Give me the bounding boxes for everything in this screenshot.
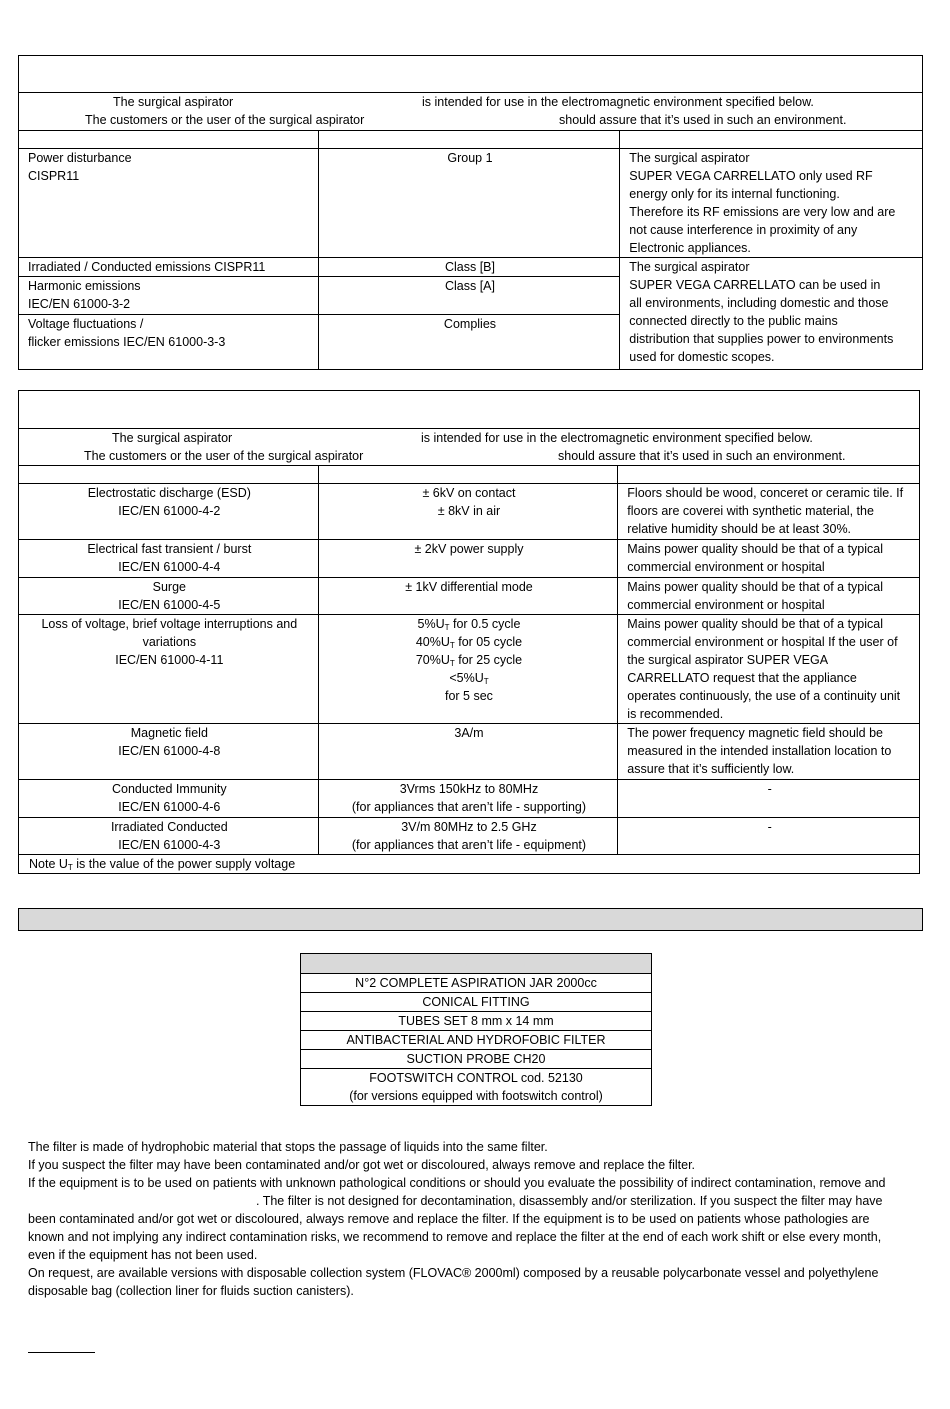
immunity-intro-row <box>19 429 920 466</box>
guidance-cell: Mains power quality should be that of a typical commercial environment or hospital <box>618 540 920 578</box>
intro-text: The surgical aspirator <box>112 431 233 445</box>
test-level: 3V/m 80MHz to 2.5 GHz (for appliances that aren’t life - equipment) <box>318 818 618 855</box>
guidance-cell: Mains power quality should be that of a typical commercial environment or hospital <box>618 578 920 615</box>
guidance-cell: The surgical aspirator SUPER VEGA CARRELLATO only used RF energy only for its internal functioning. Therefore its RF emissions are very low and are not cause interference in proximity of any Electronic appliances. <box>620 149 923 258</box>
test-name: Power disturbance <box>28 151 132 165</box>
intro-text: is intended for use in the electromagnetic environment specified below. <box>422 95 814 109</box>
paragraph-line: If you suspect the filter may have been contaminated and/or got wet or discoloured, always remove and replace the filter. <box>28 1158 696 1172</box>
intro-text: should assure that it’s used in such an environment. <box>558 449 846 463</box>
compliance-level: Class [B] <box>318 258 620 277</box>
accessories-table <box>300 953 652 1106</box>
compliance-level: Complies <box>318 315 620 370</box>
immunity-table <box>18 390 920 874</box>
paragraph-line: On request, are available versions with disposable collection system (FLOVAC® 2000ml) composed by a reusable polycarbonate vessel and polyethylene <box>28 1266 879 1280</box>
list-item: TUBES SET 8 mm x 14 mm <box>301 1012 652 1031</box>
table-note: Note $U_T$ is the value of the power supply voltage <box>19 855 920 874</box>
paragraph-line: been contaminated and/or got wet or discoloured, always remove and replace the filter. If the equipment is to be used on patients whose pathologies are <box>28 1212 870 1226</box>
test-name: Voltage fluctuations / <box>28 317 144 331</box>
test-standard: IEC/EN 61000-4-11 <box>115 653 224 667</box>
list-item: N°2 COMPLETE ASPIRATION JAR 2000cc <box>301 974 652 993</box>
table-note-row <box>19 855 920 874</box>
emissions-table <box>18 55 923 370</box>
section-header-bar <box>18 908 923 931</box>
test-standard: CISPR11 <box>28 169 80 183</box>
test-standard: IEC/EN 61000-4-3 <box>118 838 221 852</box>
test-standard: IEC/EN 61000-4-4 <box>118 560 221 574</box>
guidance-cell: The power frequency magnetic field should be measured in the intended installation location to assure that it’s sufficiently low. <box>618 724 920 780</box>
test-standard: IEC/EN 61000-4-5 <box>118 598 221 612</box>
test-standard: flicker emissions IEC/EN 61000-3-3 <box>28 335 226 349</box>
test-level: ± 6kV on contact ± 8kV in air <box>318 484 618 540</box>
table-row <box>19 258 923 277</box>
table-row <box>19 780 920 818</box>
test-name: Irradiated Conducted <box>110 820 228 834</box>
intro-text: is intended for use in the electromagnetic environment specified below. <box>421 431 813 445</box>
intro-text: should assure that it’s used in such an environment. <box>559 113 847 127</box>
table-row <box>19 724 920 780</box>
test-name: Electrostatic discharge (ESD) <box>87 486 251 500</box>
compliance-level: Group 1 <box>318 149 620 258</box>
paragraph-line: known and not implying any indirect contamination risks, we recommend to remove and replace the filter at the end of each work shift or else every month, <box>28 1230 882 1244</box>
list-item: SUCTION PROBE CH20 <box>301 1050 652 1069</box>
list-item: FOOTSWITCH CONTROL cod. 52130 (for versions equipped with footswitch control) <box>301 1069 652 1106</box>
test-standard: IEC/EN 61000-4-6 <box>118 800 221 814</box>
guidance-cell: The surgical aspirator SUPER VEGA CARRELLATO can be used in all environments, including domestic and those connected directly to the public mains distribution that supplies power to environments used for domestic scopes. <box>620 258 923 370</box>
guidance-cell: - <box>618 780 920 818</box>
guidance-cell: - <box>618 818 920 855</box>
test-level: $5\%U_T$ for 0.5 cycle $40\%U_T$ for 05 cycle $70\%U_T$ for 25 cycle $<5\%U_T$ for 5 sec <box>318 615 618 724</box>
table-row <box>19 578 920 615</box>
test-level: 3A/m <box>318 724 618 780</box>
immunity-header-row <box>19 466 920 484</box>
list-item: ANTIBACTERIAL AND HYDROFOBIC FILTER <box>301 1031 652 1050</box>
intro-text: The customers or the user of the surgical aspirator <box>84 449 364 463</box>
footnote-separator <box>28 1352 95 1353</box>
test-level: ± 1kV differential mode <box>318 578 618 615</box>
paragraph-line: The filter is made of hydrophobic material that stops the passage of liquids into the same filter. <box>28 1140 548 1154</box>
table-row <box>19 615 920 724</box>
immunity-title-row <box>19 391 920 429</box>
test-standard: IEC/EN 61000-3-2 <box>28 297 131 311</box>
list-item: CONICAL FITTING <box>301 993 652 1012</box>
test-name: Magnetic field <box>130 726 208 740</box>
test-name: Irradiated / Conducted emissions CISPR11 <box>19 258 319 277</box>
emissions-title-row <box>19 56 923 93</box>
emissions-intro-row <box>19 93 923 131</box>
test-name: Harmonic emissions <box>28 279 141 293</box>
test-name: Conducted Immunity <box>112 782 227 796</box>
test-name: variations <box>142 635 197 649</box>
filter-description <box>28 1138 918 1300</box>
table-row <box>19 484 920 540</box>
table-row <box>19 540 920 578</box>
compliance-level: Class [A] <box>318 277 620 315</box>
paragraph-line: If the equipment is to be used on patients with unknown pathological conditions or should you evaluate the possibility of indirect contamination, remove and <box>28 1176 886 1190</box>
intro-text: The customers or the user of the surgical aspirator <box>85 113 365 127</box>
test-name: Surge <box>152 580 186 594</box>
emissions-header-row <box>19 131 923 149</box>
test-level: 3Vrms 150kHz to 80MHz (for appliances that aren’t life - supporting) <box>318 780 618 818</box>
table-row <box>19 149 923 258</box>
guidance-cell: Floors should be wood, conceret or ceramic tile. If floors are coverei with synthetic material, the relative humidity should be at least 30%. <box>618 484 920 540</box>
paragraph-line: disposable bag (collection liner for fluids suction canisters). <box>28 1284 354 1298</box>
test-name: Electrical fast transient / burst <box>87 542 252 556</box>
test-standard: IEC/EN 61000-4-8 <box>118 744 221 758</box>
table-row <box>19 818 920 855</box>
accessories-header-row <box>301 954 652 974</box>
paragraph-line: . The filter is not designed for decontamination, disassembly and/or sterilization. If you suspect the filter may have <box>256 1194 883 1208</box>
test-standard: IEC/EN 61000-4-2 <box>118 504 221 518</box>
guidance-cell: Mains power quality should be that of a typical commercial environment or hospital If the user of the surgical aspirator SUPER VEGA CARRELLATO request that the appliance operates continuously, the use of a continuity unit is recommended. <box>618 615 920 724</box>
paragraph-line: even if the equipment has not been used. <box>28 1248 258 1262</box>
intro-text: The surgical aspirator <box>113 95 234 109</box>
test-name: Loss of voltage, brief voltage interruptions and <box>41 617 298 631</box>
test-level: ± 2kV power supply <box>318 540 618 578</box>
